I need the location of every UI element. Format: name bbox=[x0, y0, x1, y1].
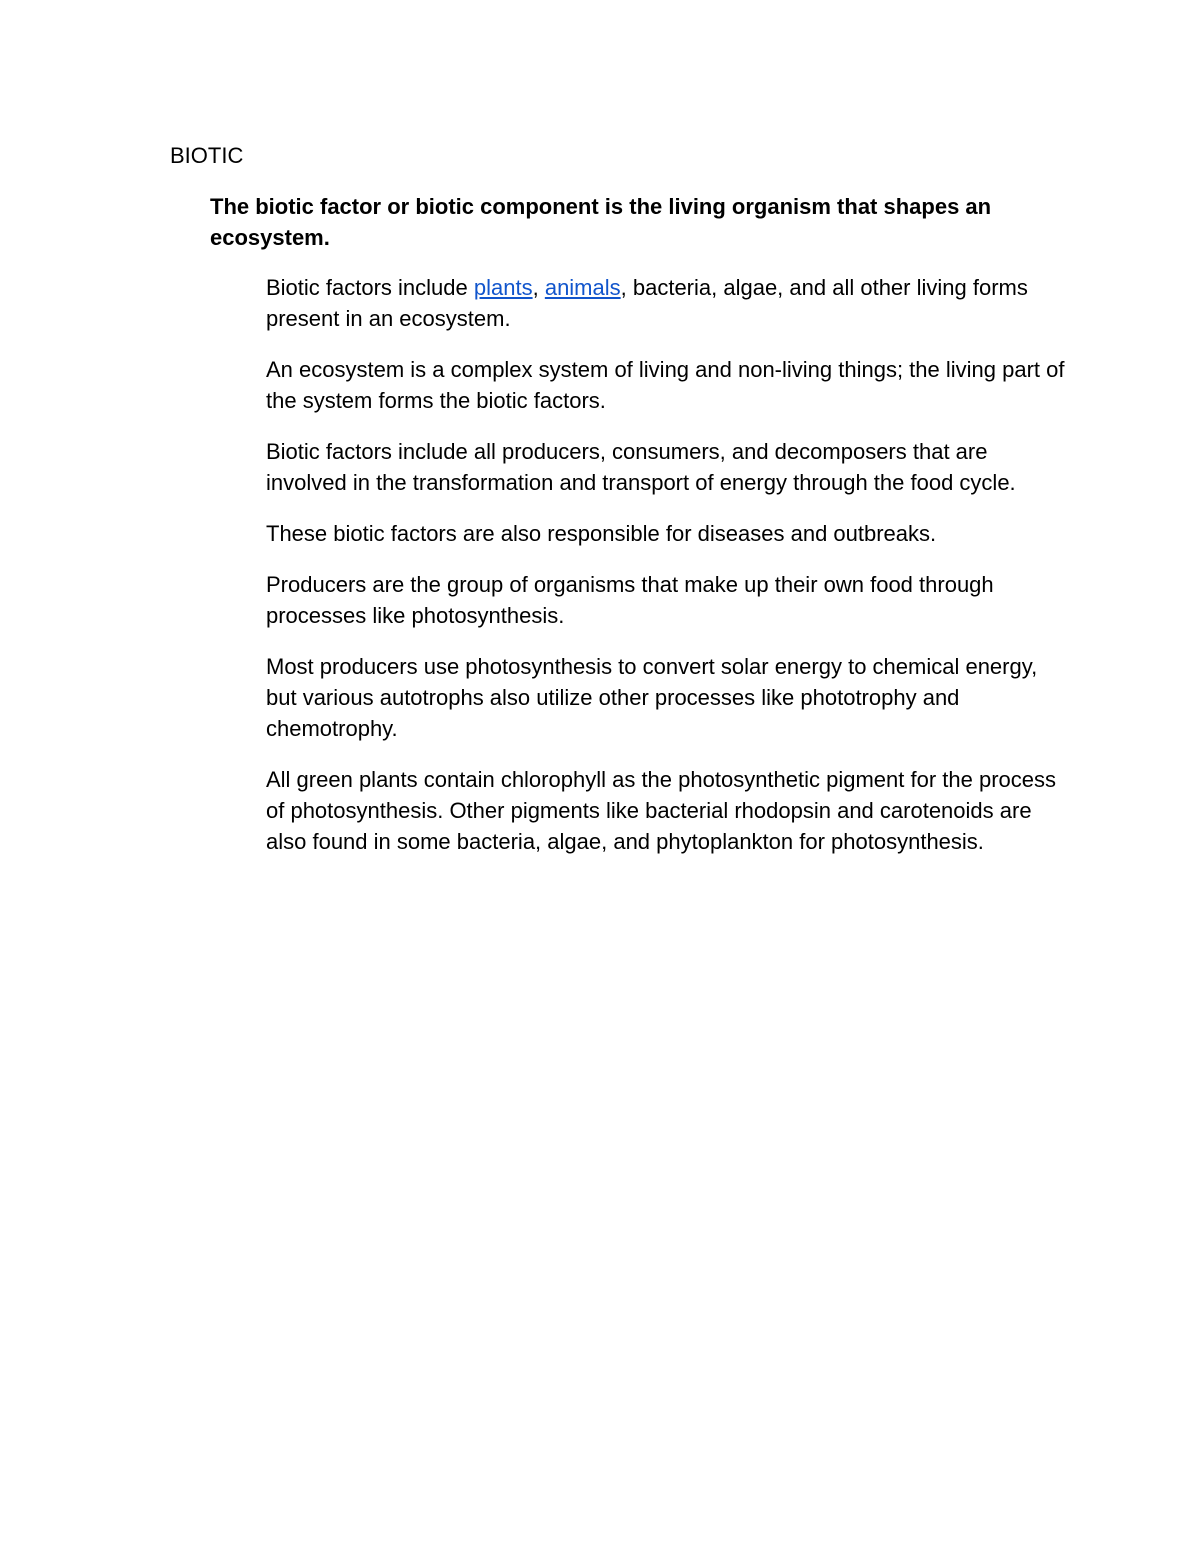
paragraph-biotic-factors bbox=[266, 272, 1066, 334]
body-paragraphs bbox=[266, 272, 1066, 877]
intro-statement: The biotic factor or biotic component is the living organism that shapes an ecosystem. bbox=[210, 194, 992, 250]
paragraph-pigments: All green plants contain chlorophyll as the photosynthetic pigment for the process of photosynthesis. Other pigments like bacterial rhodopsin and carotenoids are also found in some bacteria, algae, and phytoplankton for photosynthesis. bbox=[266, 767, 1057, 854]
paragraph-photosynthesis: Most producers use photosynthesis to convert solar energy to chemical energy, but various autotrophs also utilize other processes like phototrophy and chemotrophy. bbox=[266, 654, 1038, 741]
paragraph-producers-consumers: Biotic factors include all producers, consumers, and decomposers that are involved in the transformation and transport of energy through the food cycle. bbox=[266, 439, 1016, 495]
paragraph-text-start: Biotic factors include bbox=[266, 275, 474, 300]
paragraph-diseases: These biotic factors are also responsible for diseases and outbreaks. bbox=[266, 521, 937, 546]
plants-link[interactable]: plants bbox=[473, 275, 533, 300]
paragraph-ecosystem: An ecosystem is a complex system of living and non-living things; the living part of the system forms the biotic factors. bbox=[266, 357, 1065, 413]
link-separator: , bbox=[532, 275, 545, 300]
document-heading: BIOTIC bbox=[170, 143, 244, 168]
paragraph-producers-definition: Producers are the group of organisms that make up their own food through processes like photosynthesis. bbox=[266, 572, 994, 628]
paragraph-text-end: , bacteria, algae, and all other living forms present in an ecosystem. bbox=[266, 275, 1028, 331]
animals-link[interactable]: animals bbox=[544, 275, 621, 300]
